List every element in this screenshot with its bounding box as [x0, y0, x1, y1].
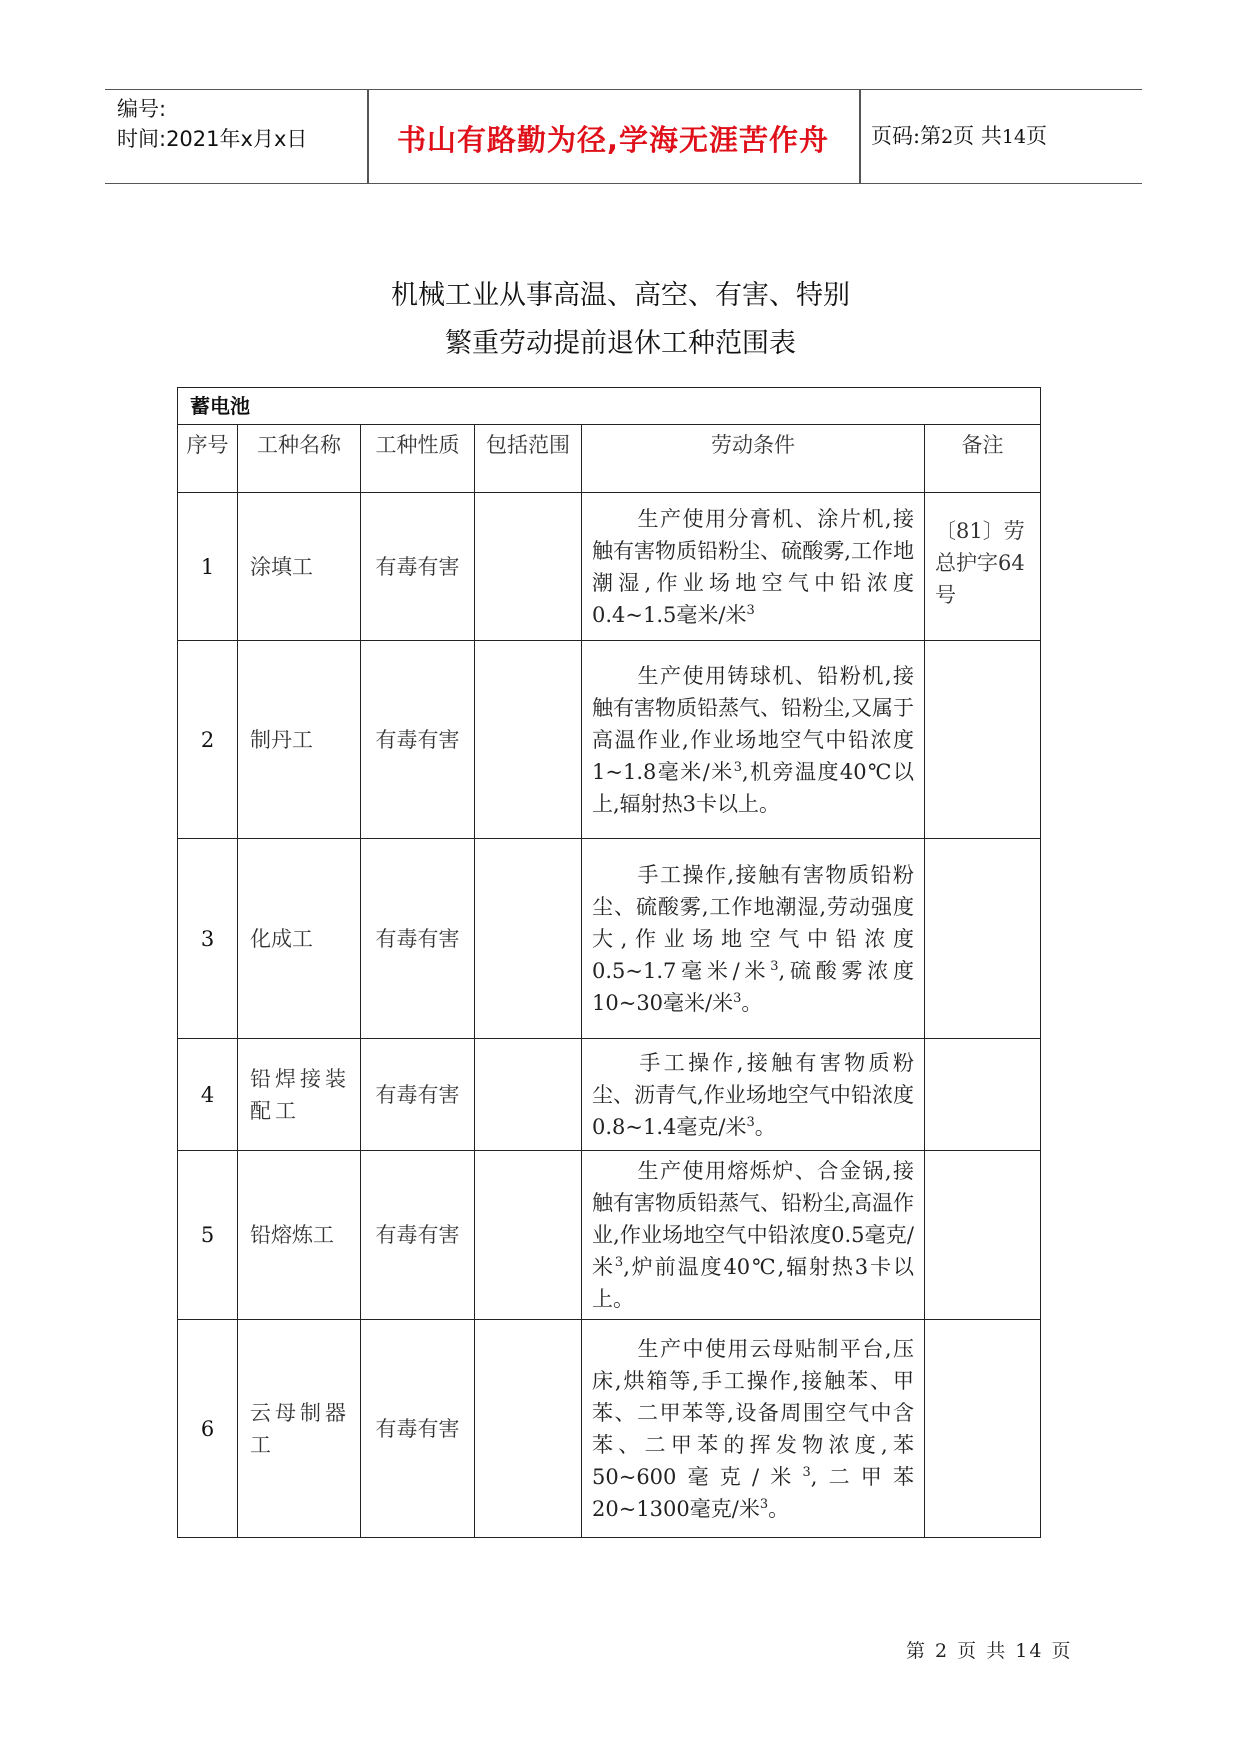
table-header-row: [178, 425, 1041, 493]
header-motto: 书山有路勤为径,学海无涯苦作舟: [396, 123, 830, 157]
row-job-nature: 有毒有害: [361, 1039, 475, 1151]
section-title: 蓄电池: [178, 388, 1041, 425]
row-seq: 1: [178, 493, 238, 641]
row-scope: [475, 493, 582, 641]
table-row: [178, 641, 1041, 839]
section-row: [178, 388, 1041, 425]
header-meta: [117, 94, 307, 154]
row-seq: 6: [178, 1320, 238, 1538]
row-scope: [475, 839, 582, 1039]
col-header-name: 工种名称: [238, 425, 361, 493]
col-header-seq: 序号: [178, 425, 238, 493]
row-condition: 生产使用铸球机、铅粉机,接触有害物质铅蒸气、铅粉尘,又属于高温作业,作业场地空气中铅浓度1~1.8毫米/米$^3$,机旁温度40℃以上,辐射热3卡以上。: [582, 641, 925, 839]
page-label: 页码:第: [871, 124, 942, 148]
col-header-nature: 工种性质: [361, 425, 475, 493]
row-job-name: 涂填工: [238, 493, 361, 641]
row-job-name: 云母制器工: [238, 1320, 361, 1538]
row-job-name: 制丹工: [238, 641, 361, 839]
page-mid: 页 共: [953, 124, 1002, 148]
document-title-line2: 繁重劳动提前退休工种范围表: [445, 328, 796, 359]
row-job-name: 化成工: [238, 839, 361, 1039]
row-note: [925, 839, 1041, 1039]
row-seq: 4: [178, 1039, 238, 1151]
row-condition: 生产使用分膏机、涂片机,接触有害物质铅粉尘、硫酸雾,工作地潮湿,作业场地空气中铅浓度0.4~1.5毫米/米$^3$: [582, 493, 925, 641]
col-header-note: 备注: [925, 425, 1041, 493]
page-total: 14: [1001, 126, 1027, 148]
row-note: 〔81〕劳总护字64号: [925, 493, 1041, 641]
row-job-nature: 有毒有害: [361, 1320, 475, 1538]
col-header-condition: 劳动条件: [582, 425, 925, 493]
document-number-label: 编号:: [117, 97, 167, 121]
table-row: [178, 493, 1041, 641]
job-range-table: [177, 387, 1041, 1538]
row-seq: 2: [178, 641, 238, 839]
header-divider-right: [859, 90, 861, 183]
col-header-scope: 包括范围: [475, 425, 582, 493]
row-scope: [475, 1039, 582, 1151]
row-condition: 生产使用熔烁炉、合金锅,接触有害物质铅蒸气、铅粉尘,高温作业,作业场地空气中铅浓度0.5毫克/米$^3$,炉前温度40℃,辐射热3卡以上。: [582, 1151, 925, 1320]
row-job-nature: 有毒有害: [361, 493, 475, 641]
row-condition: 手工操作,接触有害物质铅粉尘、硫酸雾,工作地潮湿,劳动强度大,作业场地空气中铅浓度0.5~1.7毫米/米$^3$,硫酸雾浓度10~30毫米/米$^3$。: [582, 839, 925, 1039]
row-scope: [475, 641, 582, 839]
header-page-info: [871, 120, 1047, 150]
row-job-nature: 有毒有害: [361, 839, 475, 1039]
page-end: 页: [1026, 124, 1048, 148]
page-current: 2: [941, 126, 954, 148]
row-note: [925, 1320, 1041, 1538]
row-job-name: 铅焊接装配工: [238, 1039, 361, 1151]
row-condition: 手工操作,接触有害物质粉尘、沥青气,作业场地空气中铅浓度0.8~1.4毫克/米$^3$。: [582, 1039, 925, 1151]
table-row: [178, 1151, 1041, 1320]
row-scope: [475, 1320, 582, 1538]
row-job-nature: 有毒有害: [361, 641, 475, 839]
row-note: [925, 1151, 1041, 1320]
page-footer: 第 2 页 共 14 页: [906, 1640, 1073, 1662]
row-scope: [475, 1151, 582, 1320]
row-seq: 3: [178, 839, 238, 1039]
document-time: 时间:2021年x月x日: [117, 127, 308, 151]
document-title-line1: 机械工业从事高温、高空、有害、特别: [391, 280, 850, 311]
row-condition: 生产中使用云母贴制平台,压床,烘箱等,手工操作,接触苯、甲苯、二甲苯等,设备周围空气中含苯、二甲苯的挥发物浓度,苯50~600毫克/米$^3$,二甲苯20~1300毫克/米$^3$。: [582, 1320, 925, 1538]
row-job-nature: 有毒有害: [361, 1151, 475, 1320]
page-header: [105, 89, 1142, 184]
table-row: [178, 839, 1041, 1039]
row-seq: 5: [178, 1151, 238, 1320]
row-job-name: 铅熔炼工: [238, 1151, 361, 1320]
table-row: [178, 1320, 1041, 1538]
table-row: [178, 1039, 1041, 1151]
row-note: [925, 1039, 1041, 1151]
row-note: [925, 641, 1041, 839]
